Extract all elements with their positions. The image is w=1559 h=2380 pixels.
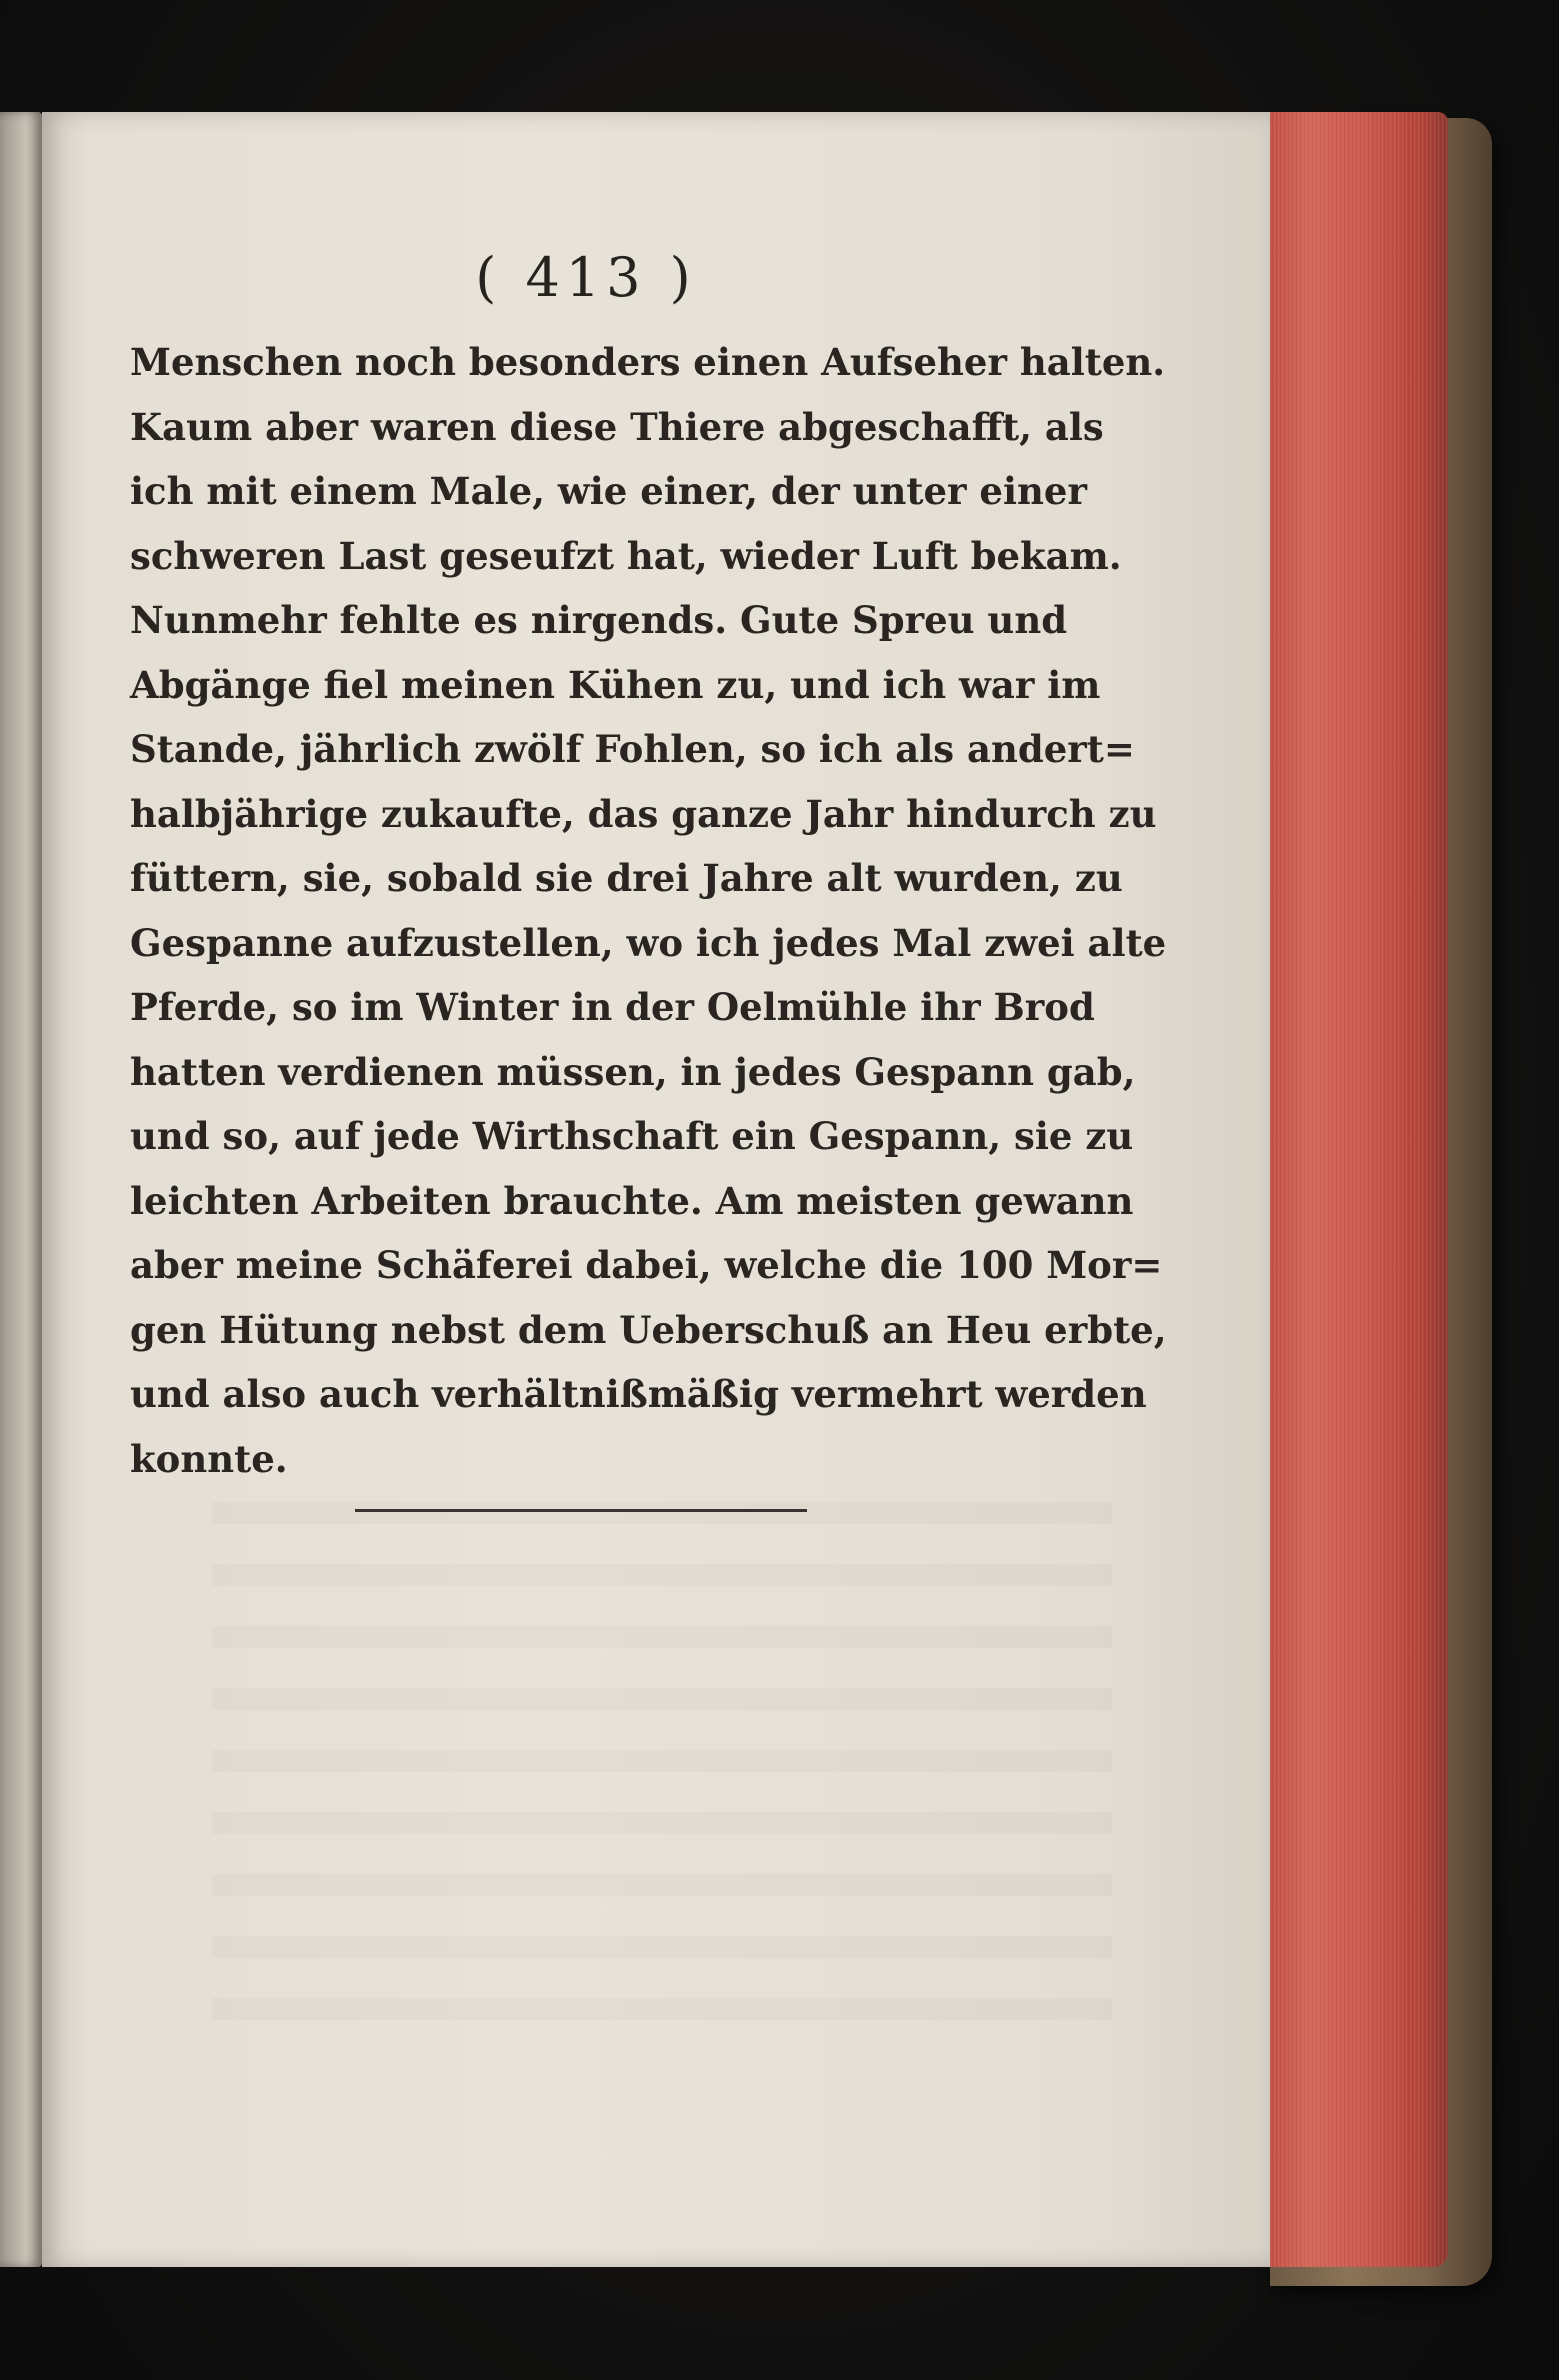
text-line: hatten verdienen müssen, in jedes Gespann gab, [130,1049,1136,1094]
text-line: Nunmehr fehlte es nirgends. Gute Spreu und [130,598,1068,642]
text-line: und also auch verhältnißmäßig vermehrt werden [130,1372,1147,1416]
text-line: schweren Last geseufzt hat, wieder Luft bekam. [130,533,1122,578]
text-line: Pferde, so im Winter in der Oelmühle ihr Brod [130,985,1095,1029]
page-number: ( 413 ) [475,246,697,309]
show-through [212,1502,1112,2022]
text-line: füttern, sie, sobald sie drei Jahre alt wurden, zu [130,856,1123,900]
text-line: Kaum aber waren diese Thiere abgeschafft, als [130,404,1104,449]
body-text [130,330,1167,1491]
text-line: leichten Arbeiten brauchte. Am meisten gewann [130,1178,1134,1223]
text-line: Menschen noch besonders einen Aufseher halten. [130,340,1166,384]
text-line: gen Hütung nebst dem Ueberschuß an Heu erbte, [130,1307,1167,1352]
text-line: halbjährige zukaufte, das ganze Jahr hindurch zu [130,791,1157,836]
text-line: Abgänge fiel meinen Kühen zu, und ich war im [130,662,1101,707]
text-line: Stande, jährlich zwölf Fohlen, so ich als andert= [130,727,1135,771]
text-line: aber meine Schäferei dabei, welche die 100 Mor= [130,1243,1163,1287]
section-divider [355,1509,807,1512]
facing-page-edge [0,112,42,2267]
text-line: ich mit einem Male, wie einer, der unter einer [130,469,1087,513]
text-line: und so, auf jede Wirthschaft ein Gespann, sie zu [130,1114,1134,1158]
page-edges [1262,112,1448,2267]
text-line: konnte. [130,1436,288,1481]
text-line: Gespanne aufzustellen, wo ich jedes Mal zwei alte [130,920,1167,965]
